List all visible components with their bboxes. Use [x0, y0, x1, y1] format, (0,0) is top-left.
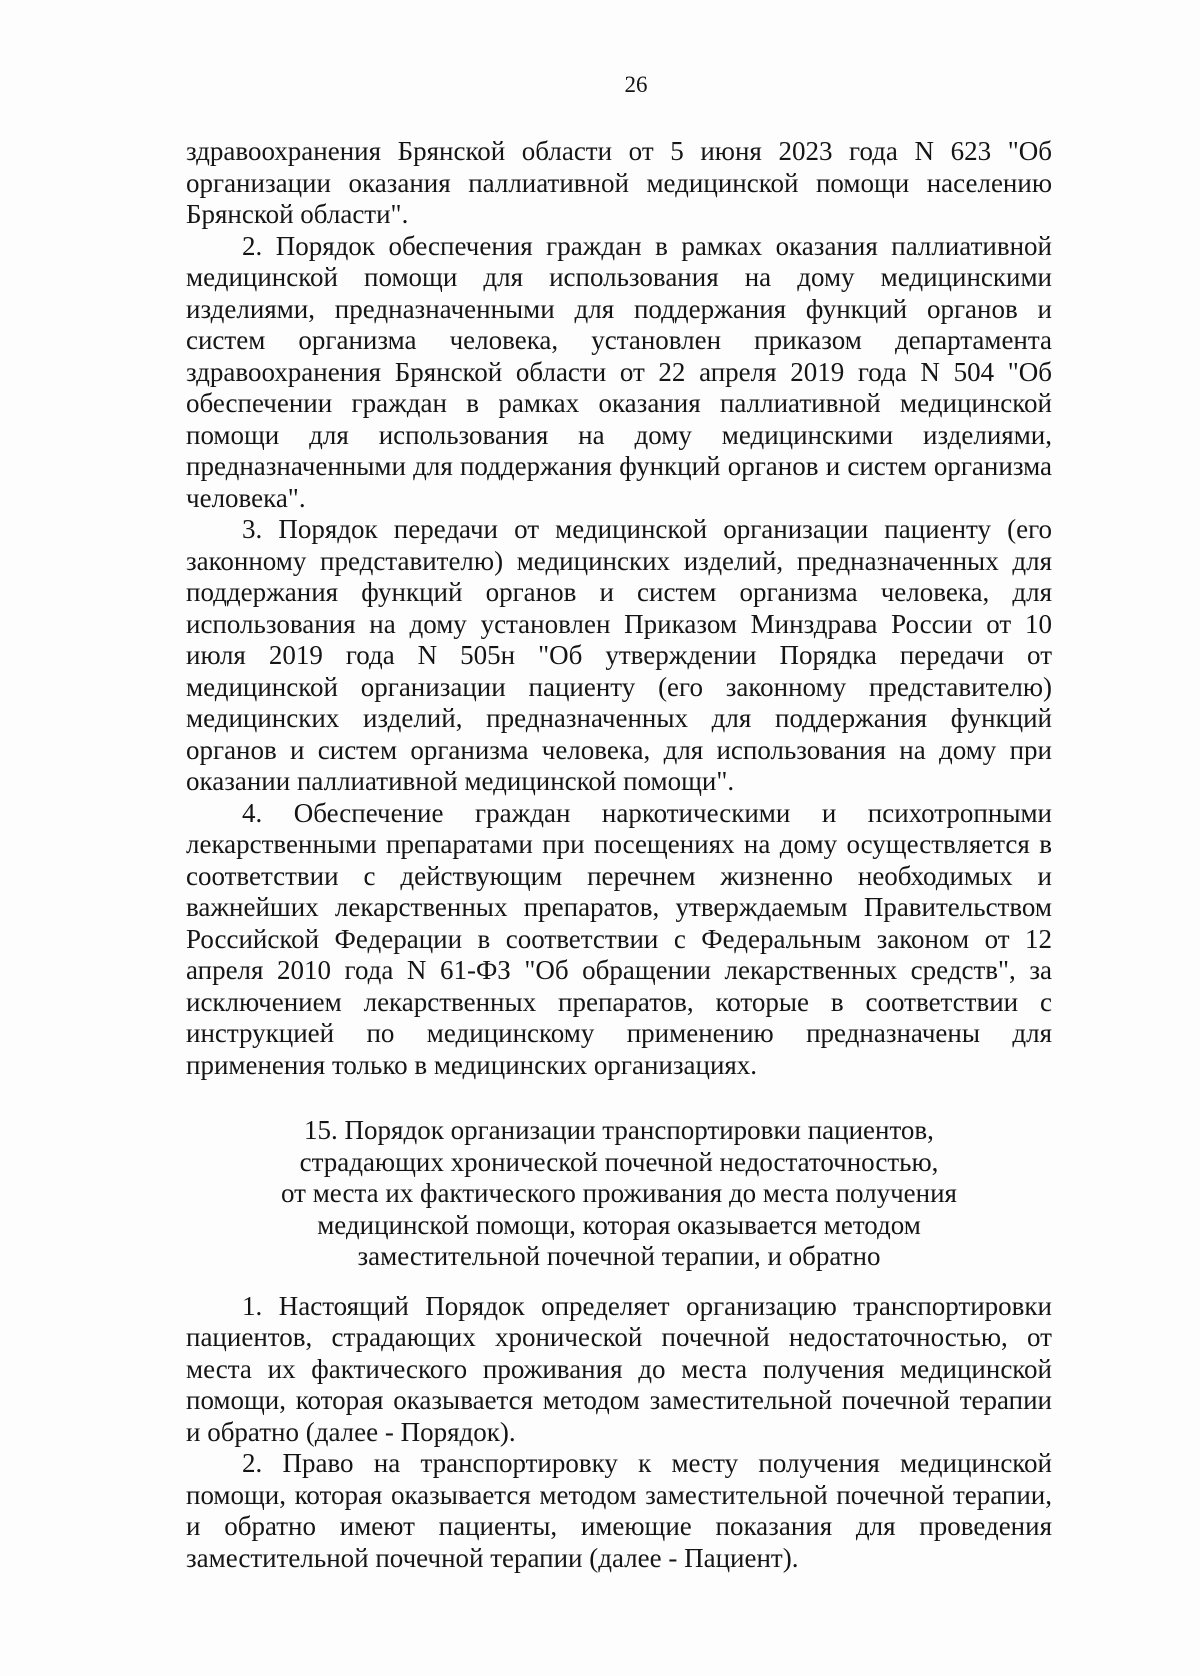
paragraph-item-2: 2. Порядок обеспечения граждан в рамках оказания паллиативной медицинской помощи для использования на дому медицинскими изделиями, предназначенными для поддержания функций органов и систем организма человека, установлен приказом департамента здравоохранения Брянской области от 22 апреля 2019 года N 504 "Об обеспечении граждан в рамках оказания паллиативной медицинской помощи для использования на дому медицинскими изделиями, предназначенными для поддержания функций органов и систем организма человека".: [186, 230, 1052, 513]
paragraph-item-4: 4. Обеспечение граждан наркотическими и психотропными лекарственными препаратами при посещениях на дому осуществляется в соответствии с действующим перечнем жизненно необходимых и важнейших лекарственных препаратов, утверждаемым Правительством Российской Федерации в соответствии с Федеральным законом от 12 апреля 2010 года N 61-ФЗ "Об обращении лекарственных средств", за исключением лекарственных препаратов, которые в соответствии с инструкцией по медицинскому применению предназначены для применения только в медицинских организациях.: [186, 797, 1052, 1080]
section-heading-line: от места их фактического проживания до места получения: [281, 1178, 957, 1208]
paragraph-section-item-2: 2. Право на транспортировку к месту получения медицинской помощи, которая оказывается методом заместительной почечной терапии, и обратно имеют пациенты, имеющие показания для проведения заместительной почечной терапии (далее - Пациент).: [186, 1448, 1052, 1573]
document-body: [186, 136, 1052, 1574]
page-number: 26: [624, 72, 648, 97]
paragraph-continuation: здравоохранения Брянской области от 5 июня 2023 года N 623 "Об организации оказания паллиативной медицинской помощи населению Брянской области".: [186, 136, 1052, 229]
paragraph-section-item-1: 1. Настоящий Порядок определяет организацию транспортировки пациентов, страдающих хронической почечной недостаточностью, от места их фактического проживания до места получения медицинской помощи, которая оказывается методом заместительной почечной терапии и обратно (далее - Порядок).: [186, 1290, 1052, 1447]
section-heading-line: медицинской помощи, которая оказывается методом: [317, 1209, 921, 1240]
section-heading: [186, 1115, 1052, 1273]
section-heading-line: страдающих хронической почечной недостаточностью,: [299, 1146, 939, 1177]
section-heading-line: 15. Порядок организации транспортировки пациентов,: [304, 1115, 934, 1145]
paragraph-item-3: 3. Порядок передачи от медицинской организации пациенту (его законному представителю) медицинских изделий, предназначенных для поддержания функций органов и систем организма человека, для использования на дому установлен Приказом Минздрава России от 10 июля 2019 года N 505н "Об утверждении Порядка передачи от медицинской организации пациенту (его законному представителю) медицинских изделий, предназначенных для поддержания функций органов и систем организма человека, для использования на дому при оказании паллиативной медицинской помощи".: [186, 514, 1052, 796]
section-heading-line: заместительной почечной терапии, и обратно: [357, 1241, 881, 1271]
